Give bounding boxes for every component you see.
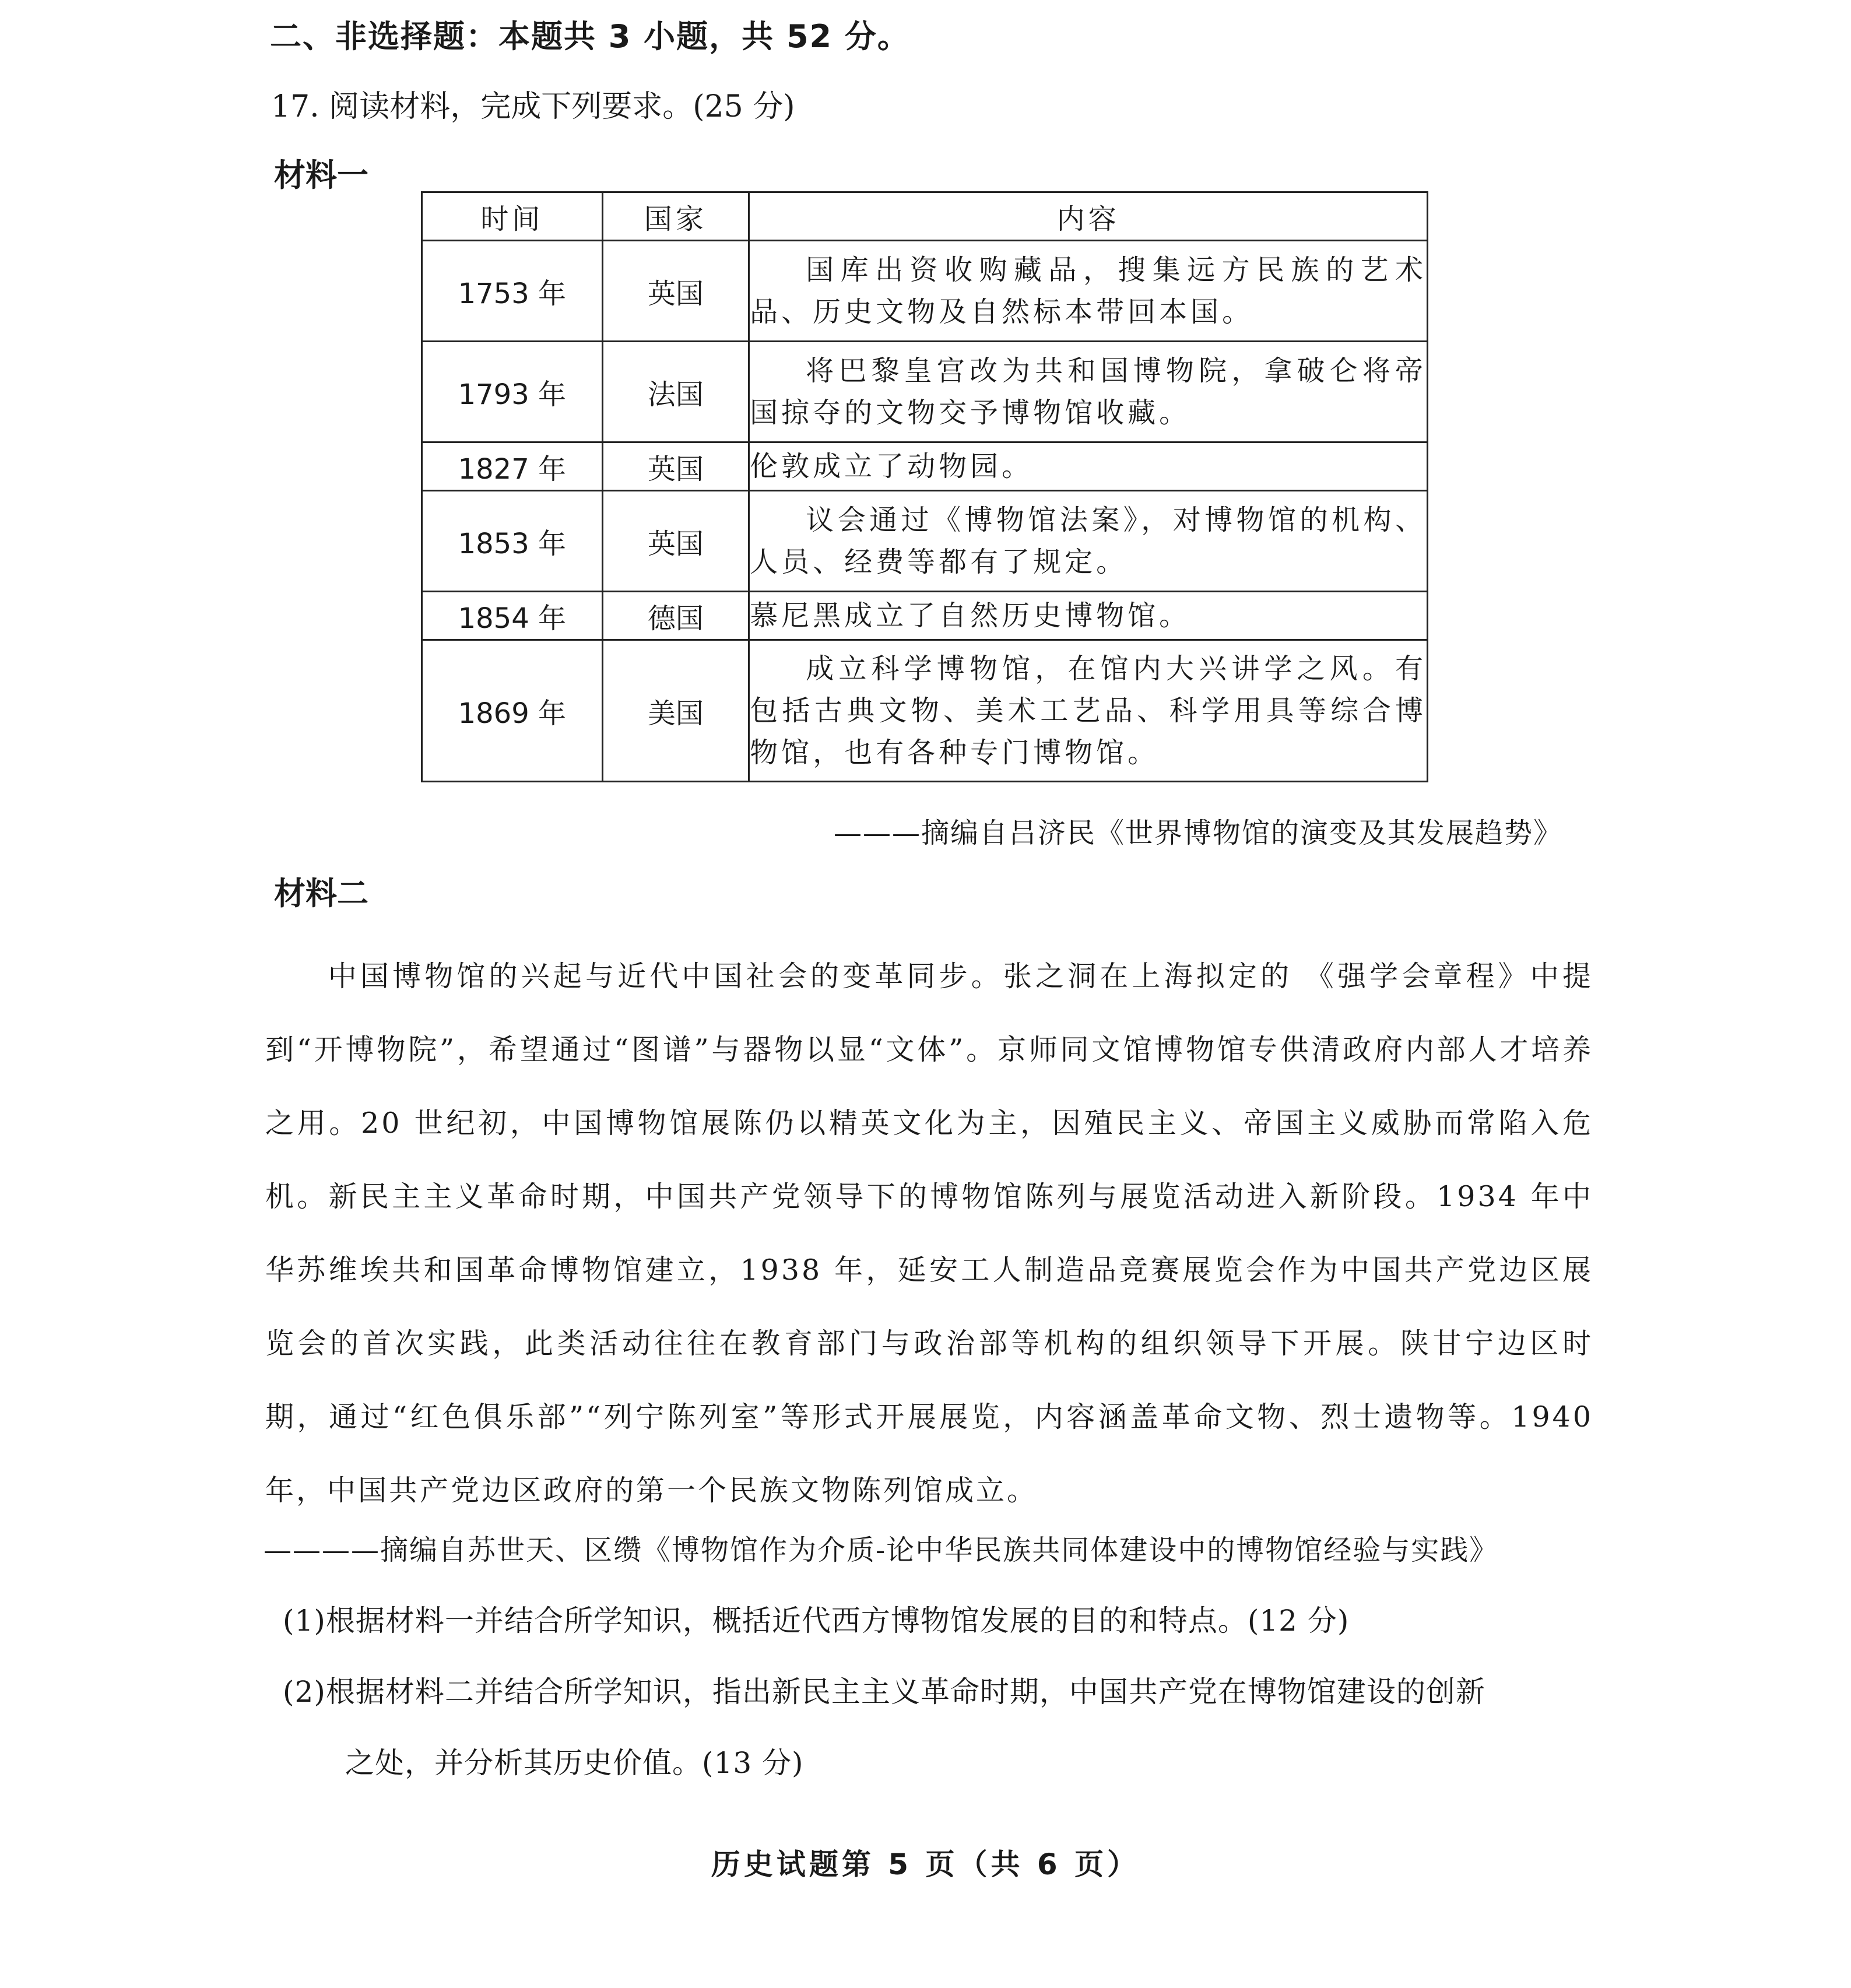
row-content: 成立科学博物馆，在馆内大兴讲学之风。有包括古典文物、美术工艺品、科学用具等综合博物馆，也有各种专门博物馆。 <box>749 640 1428 782</box>
table-row <box>422 640 1428 782</box>
row-content: 将巴黎皇宫改为共和国博物院，拿破仑将帝国掠夺的文物交予博物馆收藏。 <box>749 342 1428 442</box>
sub-question-2: (2)根据材料二并结合所学知识，指出新民主主义革命时期，中国共产党在博物馆建设的创新 <box>283 1675 1485 1709</box>
row-country: 法国 <box>602 342 749 442</box>
row-content: 议会通过《博物馆法案》，对博物馆的机构、人员、经费等都有了规定。 <box>749 491 1428 592</box>
material-two-citation: ————摘编自苏世天、区缵《博物馆作为介质-论中华民族共同体建设中的博物馆经验与实践》 <box>264 1534 1499 1566</box>
museum-history-table <box>421 191 1428 782</box>
table-row <box>422 491 1428 592</box>
table-row <box>422 241 1428 342</box>
row-country: 美国 <box>602 640 749 782</box>
row-year: 1827 年 <box>422 442 603 491</box>
header-country: 国家 <box>602 192 749 241</box>
section-heading: 二、非选择题：本题共 3 小题，共 52 分。 <box>270 18 910 55</box>
row-year: 1854 年 <box>422 592 603 640</box>
row-year: 1753 年 <box>422 241 603 342</box>
table-row <box>422 442 1428 491</box>
table-row <box>422 592 1428 640</box>
page-footer: 历史试题第 5 页（共 6 页） <box>711 1847 1140 1881</box>
header-time: 时间 <box>422 192 603 241</box>
row-content: 伦敦成立了动物园。 <box>749 442 1428 491</box>
row-year: 1793 年 <box>422 342 603 442</box>
row-year: 1853 年 <box>422 491 603 592</box>
row-year: 1869 年 <box>422 640 603 782</box>
row-content: 国库出资收购藏品，搜集远方民族的艺术品、历史文物及自然标本带回本国。 <box>749 241 1428 342</box>
question-title: 17. 阅读材料，完成下列要求。(25 分) <box>271 89 795 124</box>
row-country: 英国 <box>602 442 749 491</box>
row-country: 英国 <box>602 491 749 592</box>
material-one-citation: ———摘编自吕济民《世界博物馆的演变及其发展趋势》 <box>833 817 1562 849</box>
sub-question-1: (1)根据材料一并结合所学知识，概括近代西方博物馆发展的目的和特点。(12 分) <box>283 1604 1350 1638</box>
row-content: 慕尼黑成立了自然历史博物馆。 <box>749 592 1428 640</box>
header-content: 内容 <box>749 192 1428 241</box>
table-header-row <box>422 192 1428 241</box>
material-two-body: 中国博物馆的兴起与近代中国社会的变革同步。张之洞在上海拟定的 《强学会章程》中提到“开博物院”，希望通过“图谱”与器物以显“文体”。京师同文馆博物馆专供清政府内部人才培养之用。20 世纪初，中国博物馆展陈仍以精英文化为主，因殖民主义、帝国主义威胁而常陷入危机。新民主主义革命时期，中国共产党领导下的博物馆陈列与展览活动进入新阶段。1934 年中华苏维埃共和国革命博物馆建立，1938 年，延安工人制造品竞赛展览会作为中国共产党边区展览会的首次实践，此类活动往往在教育部门与政治部等机构的组织领导下开展。陕甘宁边区时期，通过“红色俱乐部”“列宁陈列室”等形式开展展览，内容涵盖革命文物、烈士遗物等。1940 年，中国共产党边区政府的第一个民族文物陈列馆成立。 <box>265 960 1593 1507</box>
material-one-label: 材料一 <box>274 157 368 194</box>
sub-question-2-continued: 之处，并分析其历史价值。(13 分) <box>345 1746 804 1780</box>
row-country: 德国 <box>602 592 749 640</box>
row-country: 英国 <box>602 241 749 342</box>
table-row <box>422 342 1428 442</box>
material-two-label: 材料二 <box>274 875 368 912</box>
